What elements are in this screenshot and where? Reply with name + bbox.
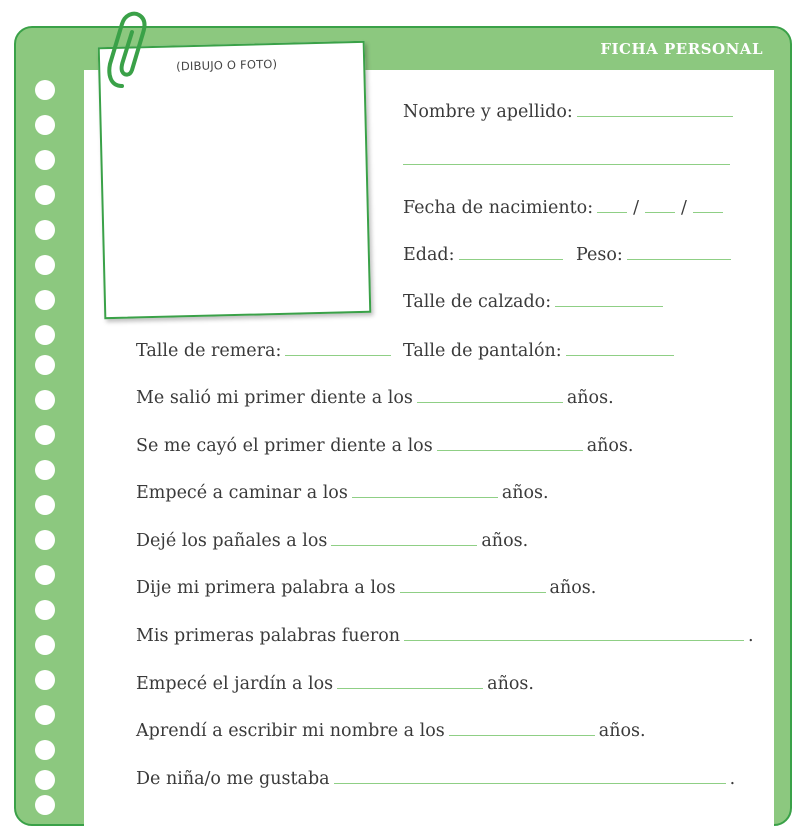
photo-label: (DIBUJO O FOTO) (176, 56, 278, 74)
input-edad[interactable] (459, 258, 563, 260)
label-peso: Peso: (576, 245, 623, 265)
input-mes[interactable] (645, 211, 675, 213)
input-dia[interactable] (597, 211, 627, 213)
spiral-hole (35, 325, 55, 345)
field-diente2 (136, 436, 634, 456)
input-anio[interactable] (693, 211, 723, 213)
label-calzado: Talle de calzado: (403, 292, 552, 312)
label-palabra: Dije mi primera palabra a los (136, 578, 396, 598)
input-escribir[interactable] (449, 734, 595, 736)
field-calzado (403, 292, 667, 312)
spiral-hole (35, 635, 55, 655)
label-diente2: Se me cayó el primer diente a los (136, 436, 433, 456)
label-period: . (729, 769, 736, 789)
spiral-hole (35, 150, 55, 170)
field-edad (403, 245, 567, 265)
input-jardin[interactable] (337, 687, 483, 689)
spiral-hole (35, 740, 55, 760)
slash: / (681, 198, 687, 218)
label-jardin: Empecé el jardín a los (136, 674, 334, 694)
label-anos: años. (501, 483, 549, 503)
spiral-hole (35, 795, 55, 815)
label-pantalon: Talle de pantalón: (403, 341, 562, 361)
label-fecha: Fecha de nacimiento: (403, 198, 594, 218)
page-title: FICHA PERSONAL (600, 40, 763, 58)
input-gustaba[interactable] (334, 782, 726, 784)
input-calzado[interactable] (555, 305, 663, 307)
label-nombre: Nombre y apellido: (403, 102, 573, 122)
spiral-hole (35, 600, 55, 620)
label-diente1: Me salió mi primer diente a los (136, 388, 413, 408)
field-pantalon (403, 341, 678, 361)
field-caminar (136, 483, 549, 503)
label-panales: Dejé los pañales a los (136, 531, 328, 551)
input-nombre[interactable] (577, 115, 733, 117)
field-palabra (136, 578, 596, 598)
spiral-hole (35, 495, 55, 515)
spiral-hole (35, 115, 55, 135)
spiral-hole (35, 530, 55, 550)
input-palabras[interactable] (404, 639, 744, 641)
label-escribir: Aprendí a escribir mi nombre a los (136, 721, 445, 741)
field-palabras (136, 626, 754, 646)
label-period: . (748, 626, 754, 646)
field-diente1 (136, 388, 614, 408)
label-anos: años. (481, 531, 529, 551)
field-peso (576, 245, 735, 265)
input-diente1[interactable] (417, 401, 563, 403)
slash: / (633, 198, 640, 218)
label-anos: años. (598, 721, 646, 741)
field-jardin (136, 674, 534, 694)
spiral-hole (35, 355, 55, 375)
field-fecha (403, 198, 727, 218)
spiral-hole (35, 390, 55, 410)
input-peso[interactable] (627, 258, 731, 260)
label-anos: años. (549, 578, 597, 598)
spiral-hole (35, 220, 55, 240)
spiral-hole (35, 80, 55, 100)
input-palabra[interactable] (400, 591, 546, 593)
paperclip-icon (104, 8, 150, 92)
field-nombre (403, 102, 737, 122)
spiral-hole (35, 290, 55, 310)
spiral-hole (35, 565, 55, 585)
spiral-hole (35, 770, 55, 790)
label-edad: Edad: (403, 245, 455, 265)
input-nombre-line2[interactable] (403, 164, 730, 165)
label-anos: años. (586, 436, 634, 456)
spiral-hole (35, 705, 55, 725)
spiral-hole (35, 460, 55, 480)
label-anos: años. (487, 674, 534, 694)
input-caminar[interactable] (352, 496, 498, 498)
input-remera[interactable] (285, 354, 391, 356)
input-panales[interactable] (331, 544, 477, 546)
spiral-hole (35, 255, 55, 275)
spiral-hole (35, 185, 55, 205)
field-panales (136, 531, 528, 551)
label-gustaba: De niña/o me gustaba (136, 769, 330, 789)
field-gustaba (136, 769, 735, 789)
label-caminar: Empecé a caminar a los (136, 483, 348, 503)
label-anos: años. (566, 388, 614, 408)
header-tab (541, 28, 777, 70)
input-pantalon[interactable] (566, 354, 674, 356)
field-remera (136, 341, 395, 361)
field-escribir (136, 721, 646, 741)
input-diente2[interactable] (437, 449, 583, 451)
spiral-hole (35, 425, 55, 445)
spiral-hole (35, 670, 55, 690)
label-palabras: Mis primeras palabras fueron (136, 626, 401, 646)
label-remera: Talle de remera: (136, 341, 282, 361)
